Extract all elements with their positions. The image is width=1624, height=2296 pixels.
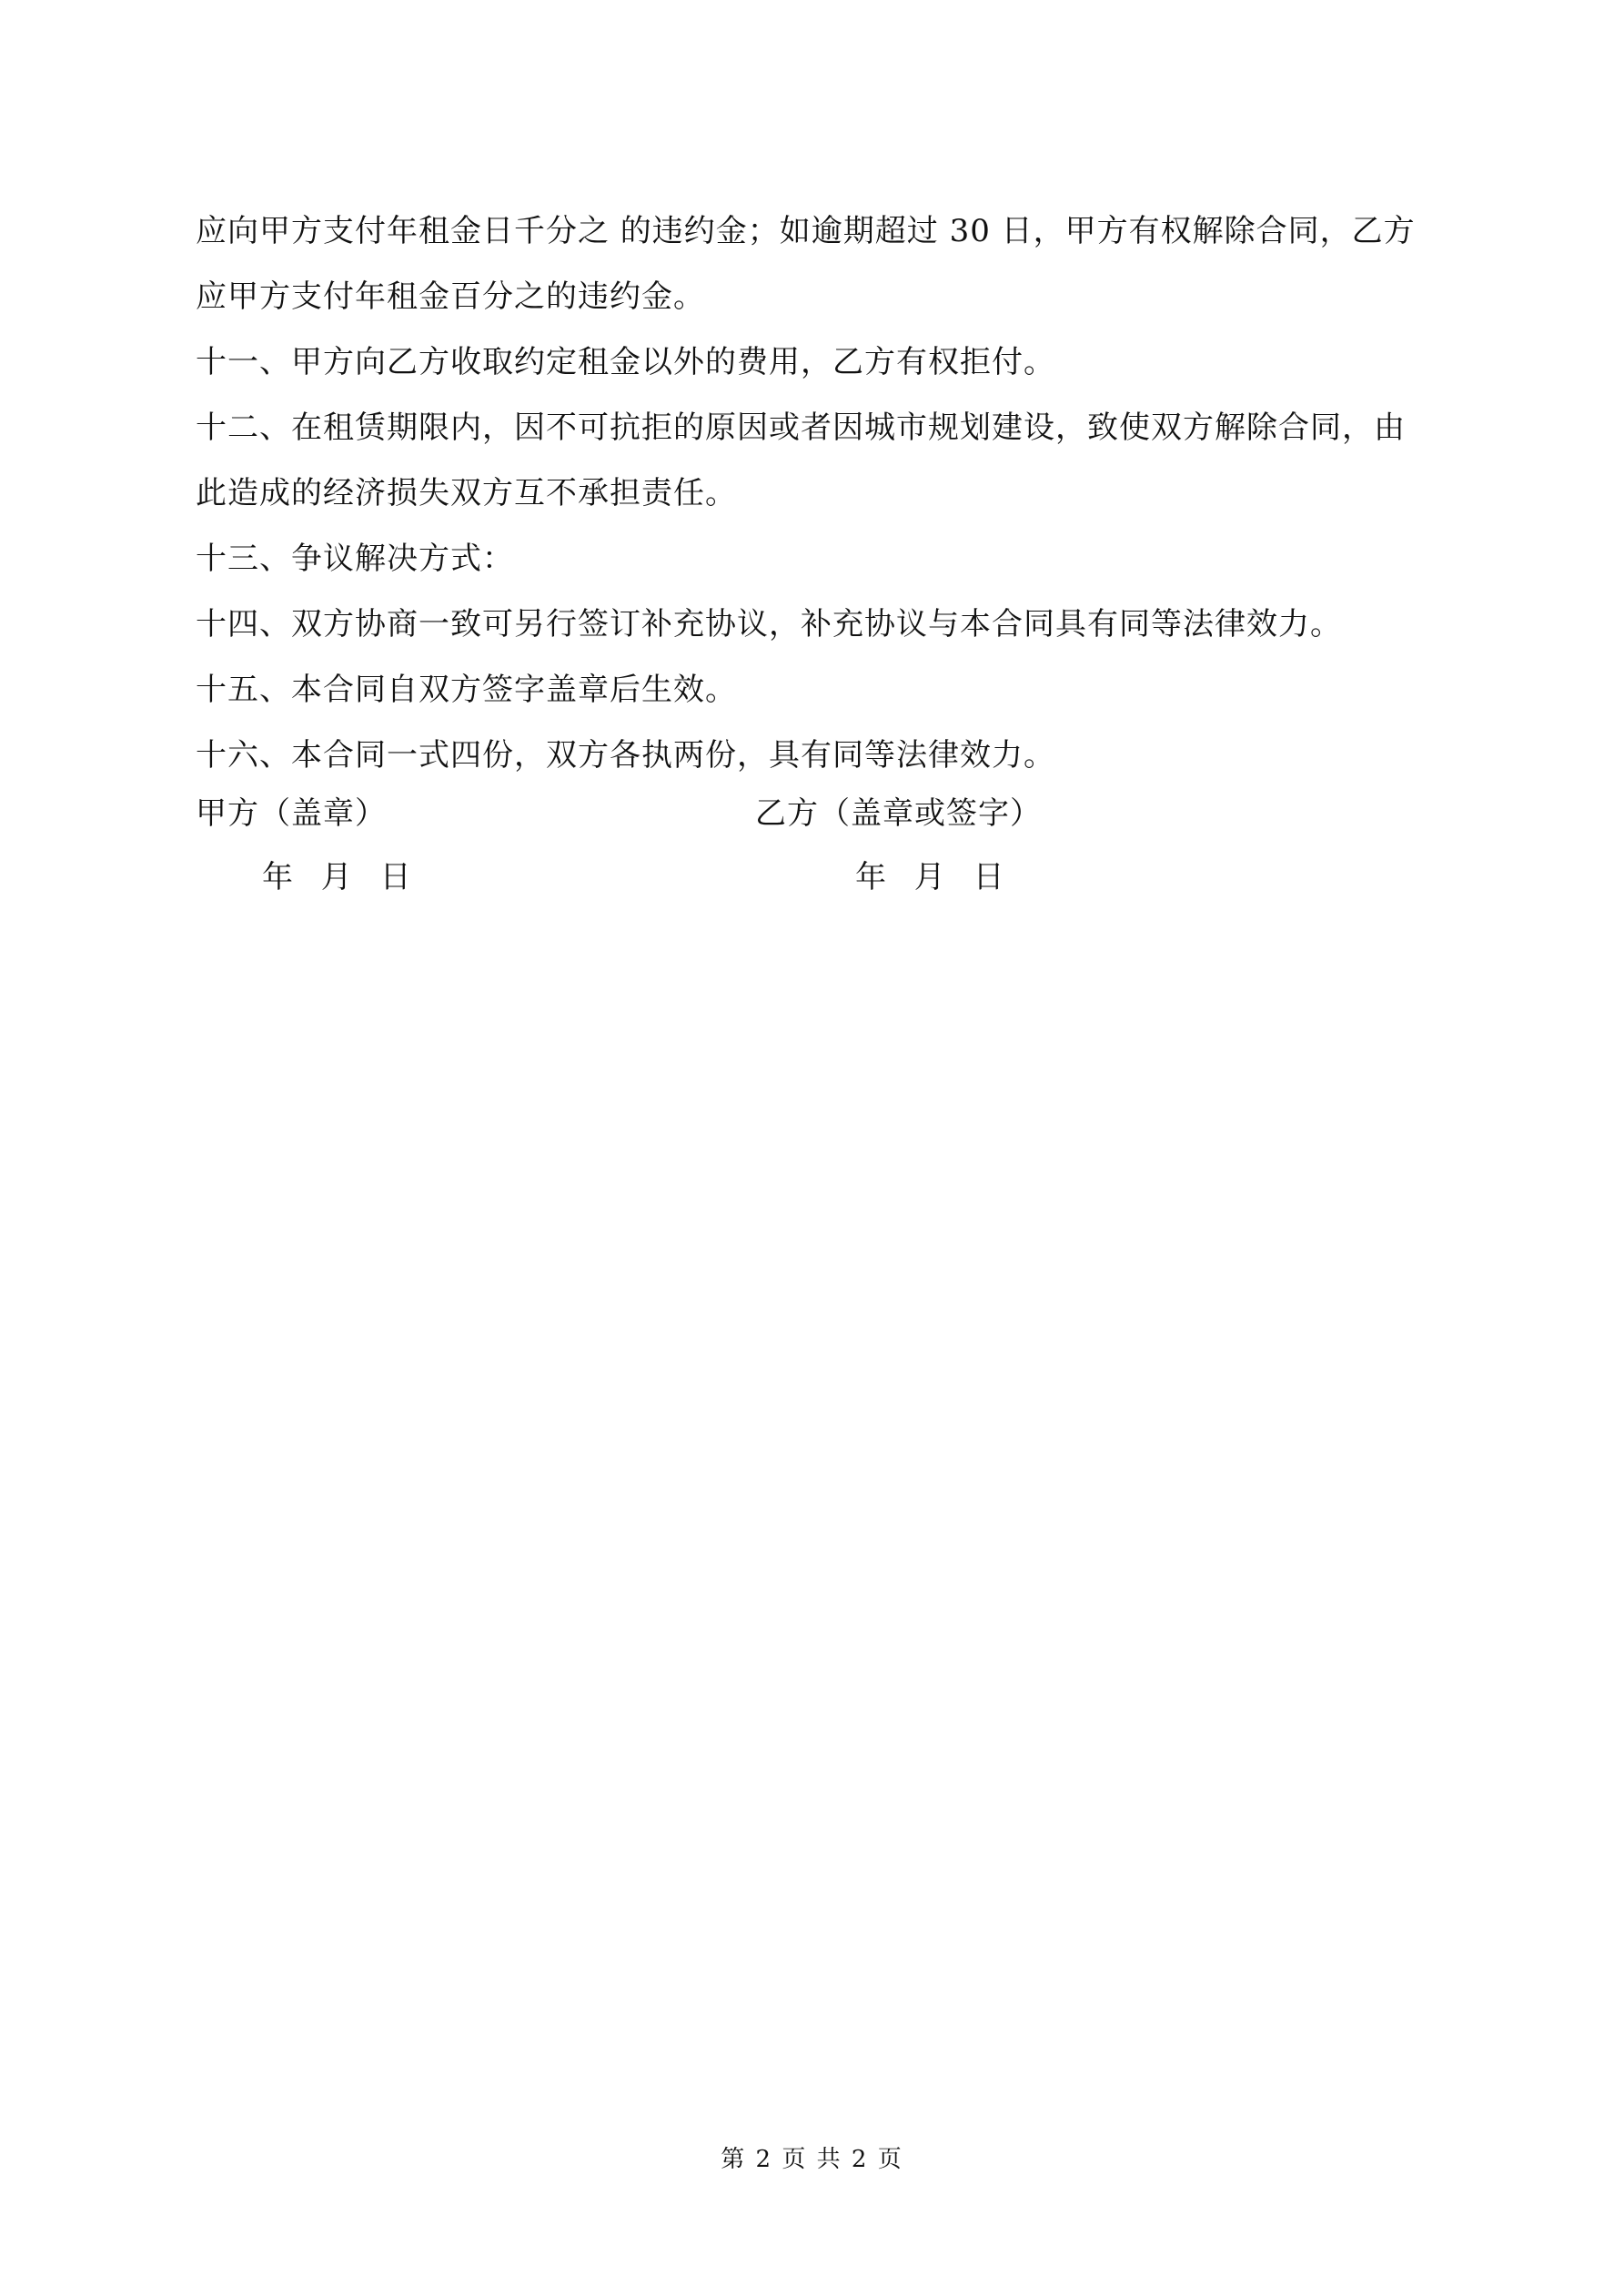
clause-14: 十四、双方协商一致可另行签订补充协议，补充协议与本合同具有同等法律效力。 [196, 606, 1342, 642]
clause-11: 十一、甲方向乙方收取约定租金以外的费用，乙方有权拒付。 [196, 344, 1055, 380]
body-line: 应甲方支付年租金百分之的违约金。 [196, 278, 705, 315]
clause-12: 十二、在租赁期限内，因不可抗拒的原因或者因城市规划建设，致使双方解除合同，由 [196, 410, 1406, 446]
clause-15: 十五、本合同自双方签字盖章后生效。 [196, 672, 737, 708]
contract-body [196, 198, 1442, 788]
body-line: 应向甲方支付年租金日千分之 的违约金；如逾期超过 30 日，甲方有权解除合同，乙方 [196, 213, 1416, 249]
page-footer: 第 2 页 共 2 页 [721, 2146, 903, 2173]
party-b-date: 年 月 日 [855, 859, 1005, 895]
party-a-signature-label: 甲方（盖章） [196, 795, 387, 832]
clause-13: 十三、争议解决方式： [196, 541, 514, 577]
clause-16: 十六、本合同一式四份，双方各执两份，具有同等法律效力。 [196, 737, 1055, 774]
clause-12-continued: 此造成的经济损失双方互不承担责任。 [196, 475, 737, 511]
party-a-date: 年 月 日 [262, 859, 412, 895]
party-b-signature-label: 乙方（盖章或签字） [755, 795, 1042, 832]
